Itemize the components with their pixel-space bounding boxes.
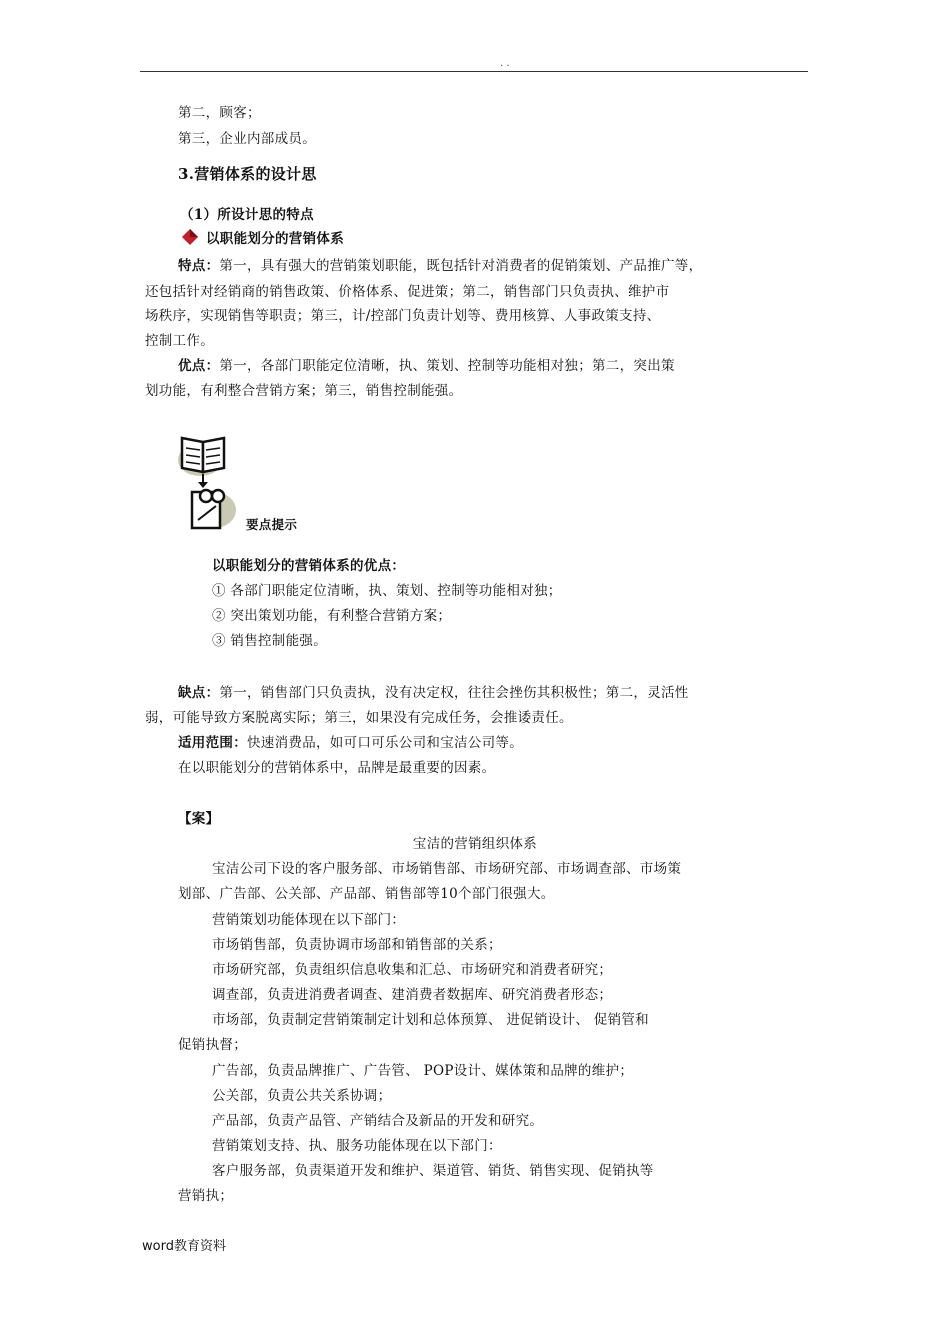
- features-line-4: 控制工作。: [145, 333, 214, 349]
- header-rule: [140, 71, 808, 72]
- tip-title: 以职能划分的营销体系的优点：: [212, 558, 406, 574]
- case-title: 宝洁的营销组织体系: [412, 836, 538, 852]
- features-label: 特点：: [178, 258, 220, 274]
- advantages-label: 优点：: [178, 358, 220, 374]
- bullet-heading: 以职能划分的营销体系: [206, 231, 344, 247]
- disadvantages-label: 缺点：: [178, 685, 220, 701]
- subheading: （1）所设计思的特点: [180, 207, 314, 223]
- advantages-line-1: [178, 357, 675, 375]
- features-text-1: 第一，具有强大的营销策划职能，既包括针对消费者的促销策划、产品推广等，: [219, 258, 703, 274]
- case-line-11a: 客户服务部，负责渠道开发和维护、渠道管、销货、销售实现、促销执等: [212, 1163, 654, 1179]
- footer-text: word教育资料: [142, 1239, 226, 1254]
- disadvantages-line-2: 弱，可能导致方案脱离实际；第三，如果没有完成任务，会推诿责任。: [145, 710, 573, 726]
- disadvantages-line-1: [178, 684, 689, 702]
- header-mark: . .: [500, 58, 510, 69]
- brand-line: 在以职能划分的营销体系中，品牌是最重要的因素。: [178, 760, 496, 776]
- features-line-1: [178, 257, 702, 275]
- advantages-text-1: 第一，各部门职能定位清晰，执、策划、控制等功能相对独；第二，突出策: [219, 358, 675, 374]
- case-line-1a: 宝洁公司下设的客户服务部、市场销售部、市场研究部、市场调查部、市场策: [212, 861, 682, 877]
- case-line-10: 营销策划支持、执、服务功能体现在以下部门：: [212, 1138, 502, 1154]
- line-members: 第三，企业内部成员。: [178, 131, 316, 147]
- case-line-2: 营销策划功能体现在以下部门：: [212, 912, 406, 928]
- red-diamond-bullet-icon: [181, 228, 199, 246]
- case-line-8: 公关部，负责公共关系协调；: [212, 1088, 392, 1104]
- tip-label: 要点提示: [246, 517, 298, 532]
- tip-item-1: ① 各部门职能定位清晰，执、策划、控制等功能相对独；: [212, 583, 562, 599]
- disadvantages-text-1: 第一，销售部门只负责执，没有决定权，往往会挫伤其积极性；第二，灵活性: [219, 685, 689, 701]
- book-and-notepad-clipart-icon: [176, 430, 246, 536]
- scope-label: 适用范围：: [178, 735, 247, 751]
- case-line-1b: 划部、广告部、公关部、产品部、销售部等10个部门很强大。: [178, 886, 555, 902]
- case-line-3: 市场销售部，负责协调市场部和销售部的关系；: [212, 937, 502, 953]
- advantages-line-2: 划功能，有利整合营销方案；第三，销售控制能强。: [145, 383, 463, 399]
- case-line-11b: 营销执；: [178, 1188, 234, 1204]
- scope-text: 快速消费品，如可口可乐公司和宝洁公司等。: [247, 735, 523, 751]
- features-line-3: 场秩序，实现销售等职责；第三，计/控部门负责计划等、费用核算、人事政策支持、: [145, 308, 661, 324]
- tip-item-2: ② 突出策划功能，有利整合营销方案；: [212, 608, 452, 624]
- scope-line: [178, 734, 523, 752]
- line-customer: 第二，顾客；: [178, 105, 261, 121]
- case-line-5: 调查部，负责进消费者调查、建消费者数据库、研究消费者形态；: [212, 987, 613, 1003]
- features-line-2: 还包括针对经销商的销售政策、价格体系、促进策；第二，销售部门只负责执、维护市: [145, 284, 670, 300]
- case-line-6b: 促销执督；: [178, 1037, 247, 1053]
- section-heading: 3.营销体系的设计思: [178, 165, 317, 183]
- tip-item-3: ③ 销售控制能强。: [212, 633, 327, 649]
- case-label: 【案】: [178, 811, 220, 827]
- case-line-6a: 市场部，负责制定营销策制定计划和总体预算、 进促销设计、 促销管和: [212, 1012, 649, 1028]
- case-line-4: 市场研究部，负责组织信息收集和汇总、市场研究和消费者研究；: [212, 962, 613, 978]
- case-line-7: 广告部，负责品牌推广、广告管、 POP设计、媒体策和品牌的维护；: [212, 1063, 634, 1079]
- case-line-9: 产品部，负责产品管、产销结合及新品的开发和研究。: [212, 1113, 544, 1129]
